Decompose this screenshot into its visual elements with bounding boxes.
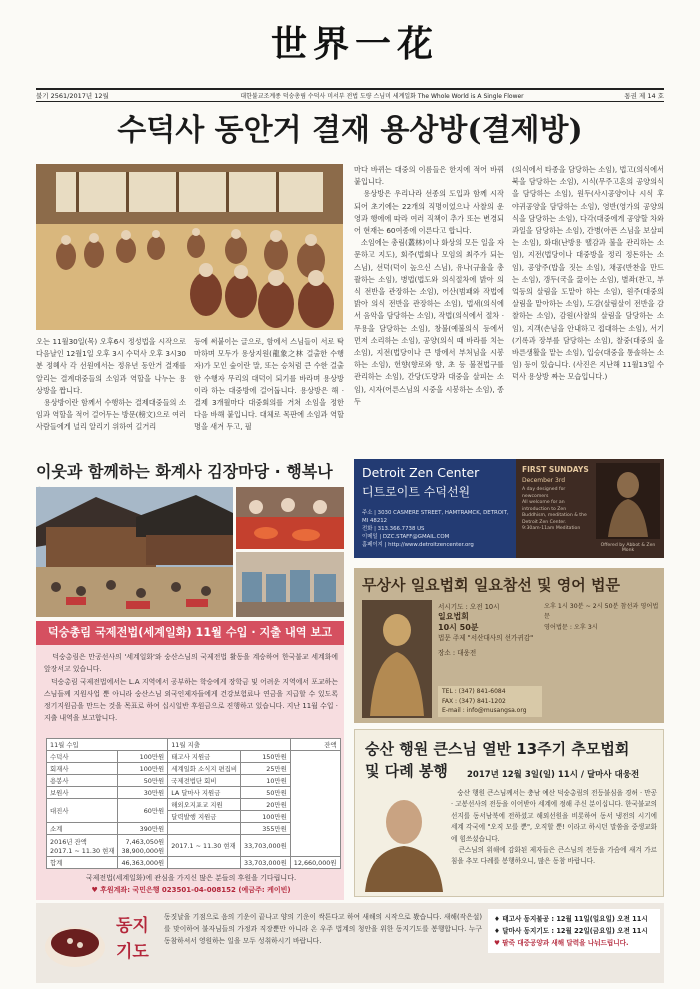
finance-box [36, 645, 344, 900]
kimjang-title: 이웃과 함께하는 화계사 김장마당 · 행복나 [36, 462, 333, 481]
finance-table [46, 738, 341, 869]
detroit-name-en: Detroit Zen Center [362, 465, 480, 480]
kimjang-photo-boxes [236, 552, 344, 617]
dongji-label-1: 동지 [116, 916, 149, 936]
table-row: 대진사 60만원 해외오지포교 지원 20만원 [47, 799, 341, 811]
ceremony-photo [36, 164, 343, 330]
memorial-title-1: 숭산 행원 큰스님 열반 13주기 추모법회 [365, 740, 630, 758]
first-sundays-box [516, 459, 664, 558]
kimjang-photo-prep [236, 487, 344, 549]
newspaper-logo: 世界一花 [270, 23, 439, 65]
table-row: 용봉사 50만원 국제전법단 회비 10만원 [47, 775, 341, 787]
detroit-name-ko: 디트로이트 수덕선원 [362, 485, 471, 499]
table-row: 수덕사 100만원 태고사 지원금 150만원 [47, 751, 341, 763]
table-row: 달력발행 지원금 100만원 [47, 811, 341, 823]
article-column-3: 마다 바뀌는 대중의 이름들은 한지에 적어 바꿔 붙입니다. 용상방은 우리나라 선종의 도입과 함께 시작되어 초기에는 22개의 직명이었으나 사찰의 운영과 행에에 따라 여러 직책이 추가 또는 변경되어 현재는 60여종에 이른다고 합니다. 소임에는 총림(叢林)이나 화상의 모든 일을 자문하고 지도), 회주(법회나 모임의 최주가 되는 스님), 선덕(덕이 높으신 스님), 유나(규율을 총괄하는 소임), 병법(법도와 의식절차에 밝아 의식 전반을 관장하는 소임), 어산(범패와 작법에 밝아 의식 전반을 관장하는 소임), 법새(의식에서 음악을 담당하는 소임), 작법(의식에서 절차 · 무용을 담당하는 소임), 창불(예불의식 등에서 먼저 소리하는 소임), 공양(의식 때 바라를 치는 소임), 지전(법당이나 큰 방에서 부처님을 시봉하는 소임), 헌향(향로와 향, 초 등 불전법구를 관리하는 소임), 간당(도량과 대중을 살피는 소임), 시자(어른스님의 시중을 시봉하는 소임), 종두 [354, 165, 505, 406]
table-row: 보원사 30만원 LA 달마사 지원금 50만원 [47, 787, 341, 799]
article-column-1: 오는 11월30일(목) 오후6시 정성법을 시작으로 다음날인 12월1일 오후 3시 수덕사 오후 3시30분 정혜사 각 선원에서는 정유년 동안거 결재를 알리는 결계대중들의 소임과 역할을 나누는 용상방을 짭니다. 용상방이란 함께서 수행하는 결제대중들의 소임과 역할을 적어 걸어두는 방문(榜文)으로 여러 사람들에게 널리 알리기 위하여 길거리 [36, 337, 186, 432]
boxes-image [236, 552, 344, 617]
event-offer: Offered by Abbot & Zen Monk [600, 543, 656, 553]
memorial-title-2: 및 다례 봉행 [365, 762, 448, 780]
issue-number: 통권 제 14 호 [624, 92, 664, 100]
finance-title: 덕숭총림 국제전법(세계일화) 11월 수입 · 지출 내역 보고 [47, 626, 333, 639]
donation-account: ♥ 후원계좌: 국민은행 023501-04-008152 (예금주: 케이빈) [91, 886, 291, 894]
memorial-body: 숭산 행원 큰스님께서는 충남 예산 덕숭총림의 전등불심을 경허 · 만공 · 고봉선사의 전등을 이어받아 세계에 정해 주신 분이십니다. 한국불교의 선지를 동서남북에 전하셨고 해외선원을 비롯하여 동서 냉전의 시기에 세계 각국에 "오직 모를 뿐", 오직할 뿐! 이라고 하시던 말씀을 중생교화에 힘쓰셨습니다. 큰스님의 위해에 감화된 제자들은 큰스님의 전등을 가슴에 새겨 가르침을 추모 다례를 봉행하오니, 많은 동참 바랍니다. [451, 789, 657, 866]
masthead [0, 0, 700, 86]
issue-slogan: 대한불교조계종 덕숭총림 수덕사 미서부 전법 도량 스님미 세계일화 The Whole World is A Single Flower [240, 93, 524, 100]
temple-crowd-image [36, 487, 233, 617]
event-date: December 3rd [522, 477, 566, 484]
event-title: FIRST SUNDAYS [522, 465, 589, 474]
dongji-schedule: ♦ 태고사 동지불공 : 12월 11일(일요일) 오전 11시 ♦ 달마사 동지기도 : 12월 22일(금요일) 오전 11시 ♥ 팥죽 대중공양과 새해 달력을 나눠드립니다. [488, 909, 660, 953]
dongji-box [36, 903, 664, 983]
monks-hall-image [36, 164, 343, 330]
finance-footer: 국제전법(세계일화)에 관심을 가지신 많은 분들의 후원을 기다립니다. [85, 874, 297, 882]
article-column-4: (의식에서 타종을 담당하는 소임), 법고(의식에서 북을 담당하는 소임), 시식(무주고혼의 공양의식을 담당하는 소임), 원두(사시공양이나 시식 후 야귀공양을 담당하는 소임), 영반(영가의 공양의식을 담당하는 소임), 다각(대중에게 공양할 차와 과일을 담당하는 소임), 간병(아픈 스님을 보살피는 소임), 화대(난방용 땔감과 불을 관리하는 소임), 지전(법당이나 대중방을 정리 정돈하는 소임), 공양주(밥을 짓는 소임), 채공(반찬을 만드는 소임), 갱두(국을 끓이는 소임), 별좌(찬고, 부엌등의 살림을 도맡아 하는 소임), 원주(대중의 살림을 맡아하는 소임), 도감(살림살이 전반을 감찰하는 소임), 감원(사찰의 살림을 담당하는 소임), 지객(손님을 안내하고 접대하는 소임), 서기(기록과 장부를 담당하는 소임), 찰중(대중의 올바른생활을 맡는 소임), 입승(대중을 통솔하는 소임) 등이 있습니다. (사진은 지난해 11월13일 수덕사 용상방 짜는 모습입니다.) [512, 165, 667, 382]
detroit-email: 이메일 | DZC.STAFF@GMAIL.COM [362, 534, 450, 540]
memorial-when: 2017년 12월 3일(일) 11시 / 달마사 대웅전 [467, 770, 640, 780]
page-title: 수덕사 동안거 결재 용상방(결제방) [117, 113, 583, 148]
kimjang-photo-temple [36, 487, 233, 617]
dongji-body: 동짓날을 기점으로 음의 기운이 끝나고 양의 기운이 싹튼다고 하여 새해의 시작으로 봤습니다. 새해(작은설)를 맞이하여 불자님들의 가정과 직장뿐만 아니라 온 우주 법계의 청안을 위한 동지기도를 봉행합니다. 누구 동참하셔서 영원하는 일을 모두 성취하시기 바랍니다. [164, 913, 485, 945]
event-desc: A day designed for newcomers All welcome for an introduction to Zen Buddhism, meditation & the Detroit Zen Center. 9:30am-11am Meditation [522, 487, 587, 531]
finance-intro-1: 덕숭총림은 만공선사의 '세계일화'와 숭산스님의 국제전법 활동을 계승하여 한국불교 세계화에 앞장서고 있습니다. [44, 653, 341, 673]
finance-title-bar [36, 621, 344, 645]
sunday-schedule: 서시기도 : 오전 10시 일요법회 10시 50분 법문 주제 "서산대사의 선가귀감" 장소 : 대웅전 [438, 603, 534, 657]
article-column-2: 등에 써붙이는 글으로, 함에서 스님들이 서로 탁마하며 모두가 용상지원(龍象之林 걸출한 수행자)가 모인 숲이란 말, 또는 승처럼 큰 수한 걸출한 수행자 무리의 대덕이 되기를 바라며 용상방이라 하는 대중방에 걸어둡니다. 용상방은 해 · 결제 3개월마다 대중회의를 거쳐 소임을 정한 다음 바해 붙입니다. 대체로 목판에 소임과 역할명을 새겨 두고, 필 [194, 337, 347, 432]
table-row-total: 합계 46,363,000원 33,703,000원 12,660,000원 [47, 857, 341, 869]
buddha-statue-image [596, 463, 660, 539]
balance-header: 잔액 [290, 739, 340, 751]
finance-intro-2: 덕숭총림 국제전법에서는 L.A 지역에서 공부하는 학승에게 장학금 및 어려운 지역에서 포교하는 스님들께 지원사업 뿐 아니라 숭산스님 외국인제자들에게 건강보험료나 연금을 지급할 수 있도록 정기지원금을 만드는 것을 목표로 하여 십시일반 후원금으로 진행하고 있습니다. 지난 11월 수입 · 지출 내역을 보고합니다. [44, 678, 341, 722]
sunday-title: 무상사 일요법회 일요참선 및 영어 법문 [362, 576, 620, 594]
sunday-dharma-box [354, 568, 664, 723]
dongji-label-2: 기도 [116, 942, 149, 962]
detroit-box [354, 459, 516, 558]
red-bean-porridge-image [40, 913, 110, 973]
income-header: 11월 수입 [47, 739, 168, 751]
issue-bar [36, 88, 664, 102]
table-row: 소계 390만원 355만원 [47, 823, 341, 835]
table-row: 회재사 100만원 세계일화 소식지 편집비 25만원 [47, 763, 341, 775]
sunday-contact: TEL : (347) 841-6084 FAX : (347) 841-1202 E-mail : info@musangsa.org [438, 686, 542, 717]
monk-portrait-image [361, 788, 447, 892]
detroit-address: 주소 | 3030 CASMERE STREET, HAMTRAMCK, DETROIT, MI 48212 [362, 510, 509, 524]
expense-header: 11월 지출 [168, 739, 291, 751]
table-row: 2016년 잔액 2017.1 ~ 11.30 현재 7,463,050원 38,900,000원 2017.1 ~ 11.30 현재 33,703,000원 [47, 835, 341, 857]
issue-date: 불기 2561/2017년 12월 [36, 92, 109, 100]
detroit-homepage: 홈페이지 | http://www.detroitzencenter.org [362, 542, 474, 548]
detroit-phone: 전화 | 313.366.7738 US [362, 526, 425, 532]
detroit-contact [362, 509, 512, 549]
memorial-box [354, 729, 664, 897]
sunday-zen: 오후 1시 30분 ~ 2시 50분 참선과 영어법문 영어법문 : 오후 3시 [544, 603, 659, 631]
buddha-figure-image [362, 600, 432, 718]
kimchi-prep-image [236, 487, 344, 549]
